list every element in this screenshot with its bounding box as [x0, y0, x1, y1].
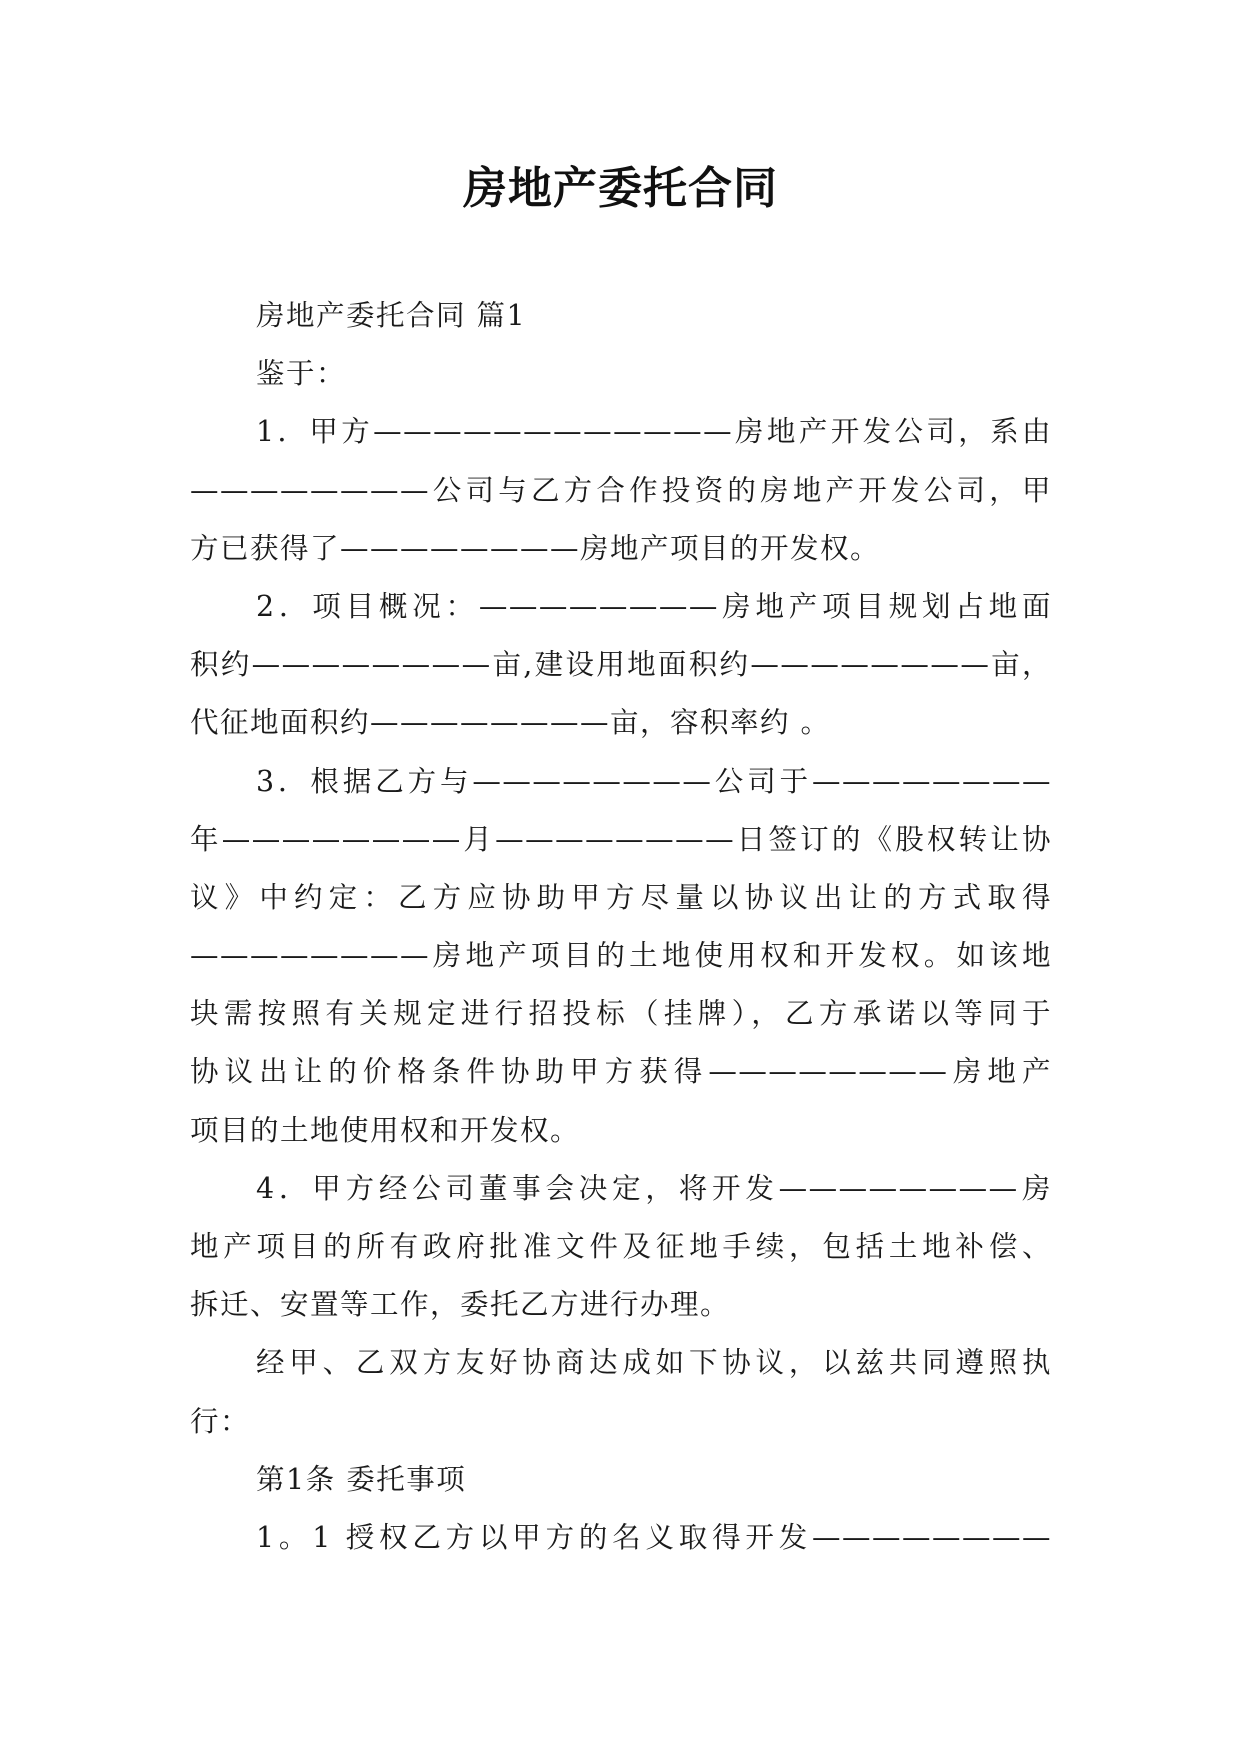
paragraph-line: 行：	[190, 1404, 251, 1438]
paragraph-line: 块需按照有关规定进行招投标（挂牌），乙方承诺以等同于	[190, 997, 1052, 1031]
paragraph-line: 3．根据乙方与————————公司于————————	[256, 764, 1052, 798]
paragraph-line: 年————————月————————日签订的《股权转让协	[190, 822, 1052, 856]
paragraph-line: 项目的土地使用权和开发权。	[190, 1113, 581, 1147]
paragraph-line: 协议出让的价格条件协助甲方获得————————房地产	[190, 1055, 1052, 1089]
paragraph-line: ————————公司与乙方合作投资的房地产开发公司，甲	[190, 473, 1052, 507]
paragraph-line: 代征地面积约————————亩，容积率约 。	[190, 706, 831, 740]
document-body	[190, 287, 1052, 1567]
paragraph-line: 1．甲方————————————房地产开发公司，系由	[256, 415, 1052, 449]
paragraph-line: 方已获得了————————房地产项目的开发权。	[190, 531, 881, 565]
paragraph-line: ————————房地产项目的土地使用权和开发权。如该地	[190, 939, 1052, 973]
section-heading: 房地产委托合同 篇1	[256, 299, 527, 332]
paragraph-line: 1。1 授权乙方以甲方的名义取得开发————————	[256, 1520, 1052, 1554]
paragraph-line: 2．项目概况：————————房地产项目规划占地面	[256, 589, 1052, 623]
paragraph-line: 议》中约定：乙方应协助甲方尽量以协议出让的方式取得	[190, 880, 1052, 914]
paragraph-line: 4．甲方经公司董事会决定，将开发————————房	[256, 1171, 1052, 1205]
document-title: 房地产委托合同	[463, 163, 778, 214]
paragraph-line: 经甲、乙双方友好协商达成如下协议，以兹共同遵照执	[256, 1346, 1052, 1380]
paragraph-line: 地产项目的所有政府批准文件及征地手续，包括土地补偿、	[190, 1230, 1052, 1263]
paragraph-line: 鉴于：	[256, 357, 347, 391]
paragraph-line: 积约————————亩,建设用地面积约————————亩，	[190, 648, 1052, 682]
article-heading: 第1条 委托事项	[256, 1462, 467, 1496]
paragraph-line: 拆迁、安置等工作，委托乙方进行办理。	[190, 1288, 731, 1322]
